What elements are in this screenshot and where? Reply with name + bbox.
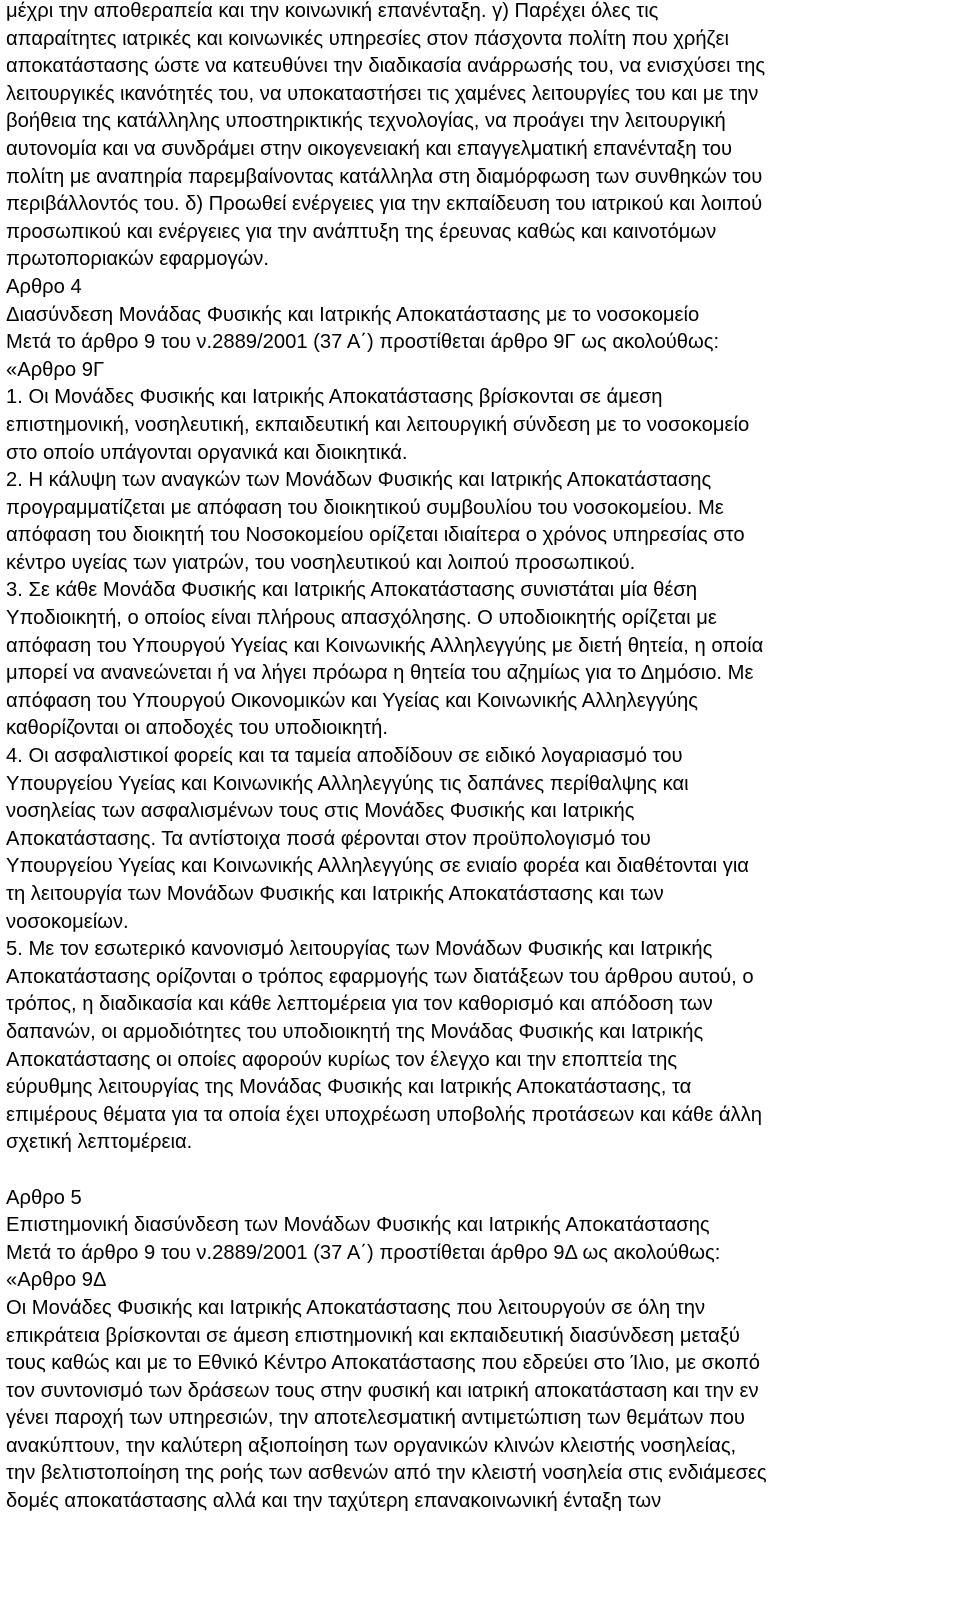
text-line: τους καθώς και με το Εθνικό Κέντρο Αποκατάστασης που εδρεύει στο Ίλιο, με σκοπό <box>6 1352 761 1375</box>
text-line: Διασύνδεση Μονάδας Φυσικής και Ιατρικής Αποκατάστασης με το νοσοκομείο <box>6 303 700 326</box>
text-line: Υπουργείου Υγείας και Κοινωνικής Αλληλεγγύης τις δαπάνες περίθαλψης και <box>6 772 689 795</box>
text-line: Αρθρο 5 <box>6 1186 82 1209</box>
text-line: επιμέρους θέματα για τα οποία έχει υποχρέωση υποβολής προτάσεων και κάθε άλλη <box>6 1103 762 1126</box>
text-line: περιβάλλοντός του. δ) Προωθεί ενέργειες για την εκπαίδευση του ιατρικού και λοιπού <box>6 193 763 216</box>
text-line: μέχρι την αποθεραπεία και την κοινωνική επανένταξη. γ) Παρέχει όλες τις <box>6 0 659 22</box>
text-line: μπορεί να ανανεώνεται ή να λήγει πρόωρα η θητεία του αζημίως για το Δημόσιο. Με <box>6 662 754 685</box>
text-line: νοσοκομείων. <box>6 910 129 933</box>
text-line: βοήθεια της κατάλληλης υποστηρικτικής τεχνολογίας, να προάγει την λειτουργική <box>6 110 726 133</box>
text-line: προσωπικού και ενέργειες για την ανάπτυξη της έρευνας καθώς και καινοτόμων <box>6 220 717 243</box>
text-line: 3. Σε κάθε Μονάδα Φυσικής και Ιατρικής Αποκατάστασης συνιστάται μία θέση <box>6 579 698 602</box>
text-line: 1. Οι Μονάδες Φυσικής και Ιατρικής Αποκατάστασης βρίσκονται σε άμεση <box>6 386 663 409</box>
text-line: 2. Η κάλυψη των αναγκών των Μονάδων Φυσικής και Ιατρικής Αποκατάστασης <box>6 469 712 492</box>
text-line: δαπανών, οι αρμοδιότητες του υποδιοικητή της Μονάδας Φυσικής και Ιατρικής <box>6 1020 704 1043</box>
text-line: Αποκατάστασης. Τα αντίστοιχα ποσά φέρονται στον προϋπολογισμό του <box>6 827 651 850</box>
text-line: τρόπος, η διαδικασία και κάθε λεπτομέρεια για τον καθορισμό και απόδοση των <box>6 993 713 1016</box>
text-line: Αρθρο 4 <box>6 275 82 298</box>
text-line: λειτουργικές ικανότητές του, να υποκαταστήσει τις χαμένες λειτουργίες του και με την <box>6 82 759 105</box>
text-line: απόφαση του Υπουργού Υγείας και Κοινωνικής Αλληλεγγύης με διετή θητεία, η οποία <box>6 634 764 657</box>
text-line: αποκατάστασης ώστε να κατευθύνει την διαδικασία ανάρρωσής του, να ενισχύσει της <box>6 55 766 78</box>
text-line: απόφαση του διοικητή του Νοσοκομείου ορίζεται ιδιαίτερα ο χρόνος υπηρεσίας στο <box>6 524 745 547</box>
text-line: «Αρθρο 9Γ <box>6 358 105 381</box>
text-line: Οι Μονάδες Φυσικής και Ιατρικής Αποκατάστασης που λειτουργούν σε όλη την <box>6 1296 706 1319</box>
text-line: τη λειτουργία των Μονάδων Φυσικής και Ιατρικής Αποκατάστασης και των <box>6 883 664 905</box>
text-line: επιστημονική, νοσηλευτική, εκπαιδευτική και λειτουργική σύνδεση με το νοσοκομείο <box>6 413 750 436</box>
text-line: Αποκατάστασης ορίζονται ο τρόπος εφαρμογής των διατάξεων του άρθρου αυτού, ο <box>6 965 754 988</box>
text-line: σχετική λεπτομέρεια. <box>6 1131 193 1154</box>
text-line: πολίτη με αναπηρία παρεμβαίνοντας κατάλληλα στη διαμόρφωση των συνθηκών του <box>6 165 763 188</box>
document-page <box>6 0 956 1516</box>
text-line: Μετά το άρθρο 9 του ν.2889/2001 (37 Α΄) προστίθεται άρθρο 9Δ ως ακολούθως: <box>6 1241 721 1264</box>
text-line: νοσηλείας των ασφαλισμένων τους στις Μονάδες Φυσικής και Ιατρικής <box>6 800 635 823</box>
text-line: «Αρθρο 9Δ <box>6 1269 107 1292</box>
text-line: απαραίτητες ιατρικές και κοινωνικές υπηρεσίες στον πάσχοντα πολίτη που χρήζει <box>6 27 729 50</box>
text-line: πρωτοποριακών εφαρμογών. <box>6 248 269 271</box>
text-line: γένει παροχή των υπηρεσιών, την αποτελεσματική αντιμετώπιση των θεμάτων που <box>6 1407 745 1430</box>
text-line: απόφαση του Υπουργού Οικονομικών και Υγείας και Κοινωνικής Αλληλεγγύης <box>6 689 698 712</box>
text-line: Αποκατάστασης οι οποίες αφορούν κυρίως τον έλεγχο και την εποπτεία της <box>6 1048 678 1071</box>
text-line: Υποδιοικητή, ο οποίος είναι πλήρους απασχόλησης. Ο υποδιοικητής ορίζεται με <box>6 607 717 630</box>
text-line: καθορίζονται οι αποδοχές του υποδιοικητή. <box>6 717 389 740</box>
text-line: κέντρο υγείας των γιατρών, του νοσηλευτικού και λοιπού προσωπικού. <box>6 551 636 574</box>
text-line: 4. Οι ασφαλιστικοί φορείς και τα ταμεία αποδίδουν σε ειδικό λογαριασμό του <box>6 745 683 768</box>
blank-line <box>6 1157 956 1185</box>
text-line: 5. Με τον εσωτερικό κανονισμό λειτουργίας των Μονάδων Φυσικής και Ιατρικής <box>6 938 713 961</box>
text-line: επικράτεια βρίσκονται σε άμεση επιστημονική και εκπαιδευτική διασύνδεση μεταξύ <box>6 1324 740 1347</box>
text-line: Μετά το άρθρο 9 του ν.2889/2001 (37 Α΄) προστίθεται άρθρο 9Γ ως ακολούθως: <box>6 331 720 354</box>
text-line: προγραμματίζεται με απόφαση του διοικητικού συμβουλίου του νοσοκομείου. Με <box>6 496 724 519</box>
text-line: τον συντονισμό των δράσεων τους στην φυσική και ιατρική αποκατάσταση και την εν <box>6 1379 759 1402</box>
text-line: την βελτιστοποίηση της ροής των ασθενών από την κλειστή νοσηλεία στις ενδιάμεσες <box>6 1462 767 1485</box>
text-line: Υπουργείου Υγείας και Κοινωνικής Αλληλεγγύης σε ενιαίο φορέα και διαθέτονται για <box>6 855 749 878</box>
text-line: δομές αποκατάστασης αλλά και την ταχύτερη επανακοινωνική ένταξη των <box>6 1490 662 1513</box>
text-line: ανακύπτουν, την καλύτερη αξιοποίηση των οργανικών κλινών κλειστής νοσηλείας, <box>6 1434 737 1457</box>
text-line: στο οποίο υπάγονται οργανικά και διοικητικά. <box>6 441 408 464</box>
text-line: Επιστημονική διασύνδεση των Μονάδων Φυσικής και Ιατρικής Αποκατάστασης <box>6 1214 710 1237</box>
text-line: αυτονομία και να συνδράμει στην οικογενειακή και επαγγελματική επανένταξη του <box>6 137 733 160</box>
text-line: εύρυθμης λειτουργίας της Μονάδας Φυσικής και Ιατρικής Αποκατάστασης, τα <box>6 1076 692 1099</box>
